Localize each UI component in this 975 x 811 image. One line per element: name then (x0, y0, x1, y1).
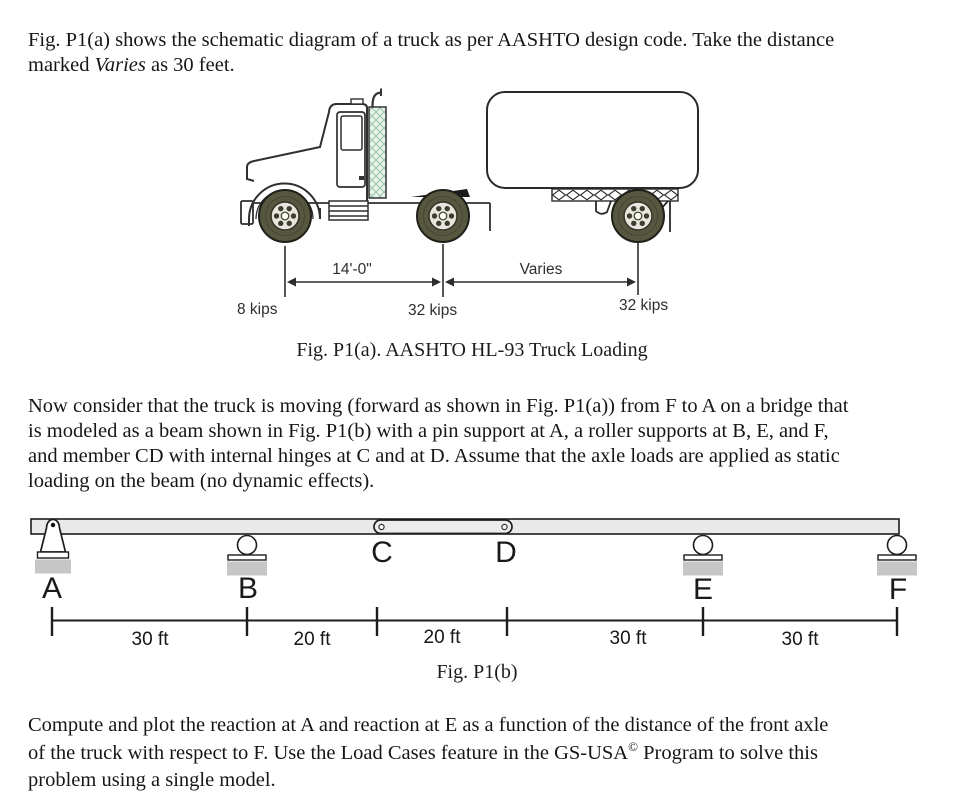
span-label-BC: 20 ft (293, 629, 331, 650)
task-line-1: Compute and plot the reaction at A and reaction at E as a function of the distance of the front axle (28, 714, 829, 736)
support-label-E: E (692, 573, 713, 606)
description-line-2: is modeled as a beam shown in Fig. P1(b) with a pin support at A, a roller supports at B, E, and F, (28, 420, 829, 442)
beam-figure-caption: Fig. P1(b) (436, 661, 518, 683)
description-line-1: Now consider that the truck is moving (forward as shown in Fig. P1(a)) from F to A on a bridge that (28, 395, 849, 417)
span-label-CD: 20 ft (423, 627, 461, 648)
truck-diagram (230, 85, 750, 325)
roller-support-E (683, 536, 723, 576)
axle-load-front-label: 8 kips (237, 301, 278, 318)
intro-line-1: Fig. P1(a) shows the schematic diagram of a truck as per AASHTO design code. Take the distance (28, 29, 835, 51)
axle-load-rear-label: 32 kips (619, 297, 669, 314)
hinge-C (379, 524, 384, 529)
support-label-B: B (237, 572, 258, 605)
description-paragraph (28, 394, 848, 494)
task-paragraph (28, 712, 828, 795)
span-label-AB: 30 ft (131, 629, 169, 650)
copyright-symbol: © (628, 738, 639, 754)
trailer-wheel (612, 190, 664, 242)
axle-spacing-front-label: 14'-0" (332, 261, 372, 278)
truck-figure-caption: Fig. P1(a). AASHTO HL-93 Truck Loading (296, 339, 648, 361)
intro-line-2: marked Varies as 30 feet. (28, 54, 235, 76)
varies-italic: Varies (94, 54, 146, 76)
front-wheel (259, 190, 311, 242)
cab-window (341, 116, 362, 150)
member-CD (374, 520, 512, 534)
task-line-3: problem using a single model. (28, 769, 276, 791)
roof-marker (351, 99, 363, 104)
task-line-2: of the truck with respect to F. Use the Load Cases feature in the GS-USA© Program to solve this (28, 738, 818, 764)
description-line-4: loading on the beam (no dynamic effects). (28, 470, 375, 492)
support-label-C: C (371, 536, 393, 569)
door-handle (359, 176, 364, 180)
support-label-D: D (495, 536, 517, 569)
roller-support-F (877, 536, 917, 576)
cab-steps (329, 201, 368, 220)
axle-load-middle-label: 32 kips (408, 302, 458, 319)
span-label-EF: 30 ft (781, 629, 819, 650)
drive-wheel (417, 190, 469, 242)
support-label-A: A (41, 572, 62, 605)
exhaust-stack (369, 89, 386, 199)
axle-spacing-rear-label: Varies (519, 261, 563, 278)
span-label-DE: 30 ft (609, 628, 647, 649)
hinge-D (502, 524, 507, 529)
roller-support-B (227, 536, 267, 576)
support-label-F: F (888, 573, 908, 606)
intro-paragraph (28, 28, 834, 78)
description-line-3: and member CD with internal hinges at C and at D. Assume that the axle loads are applied as static (28, 445, 840, 467)
